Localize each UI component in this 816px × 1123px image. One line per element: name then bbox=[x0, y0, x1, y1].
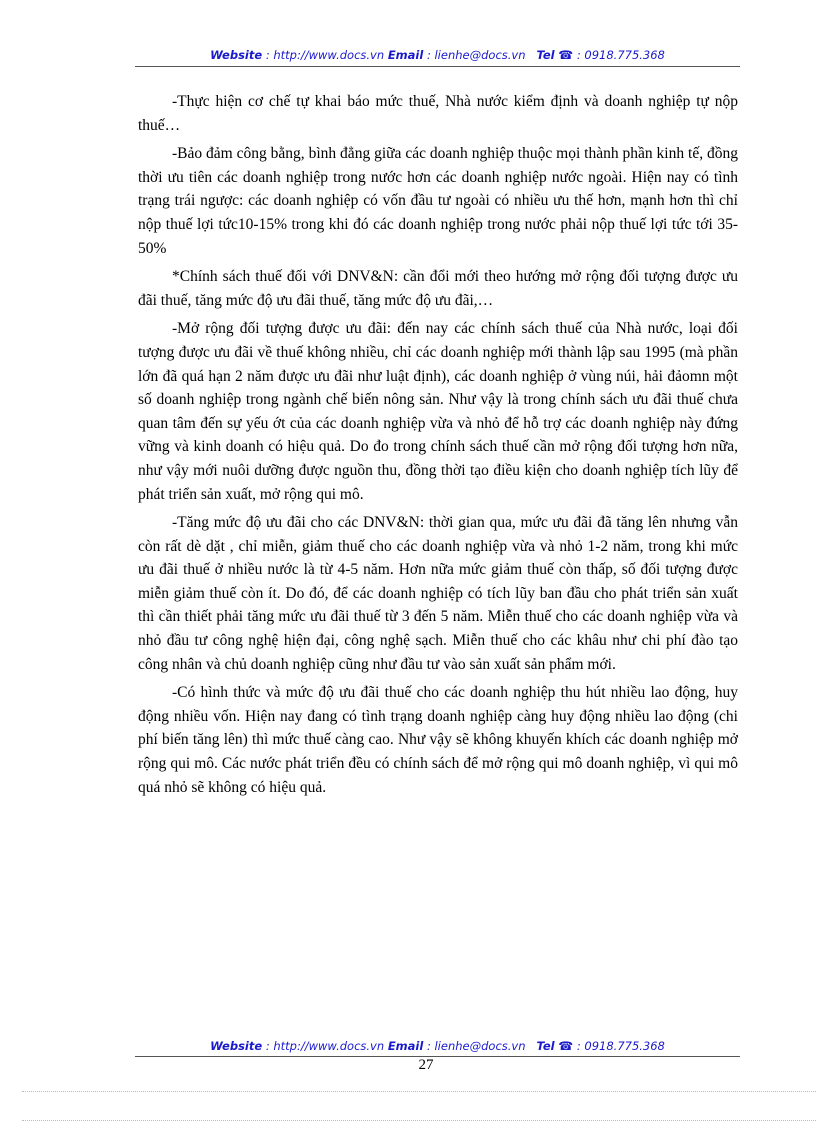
telephone-icon: ☎ bbox=[558, 48, 574, 62]
tel-number: 0918.775.368 bbox=[584, 1039, 665, 1053]
email-label: Email bbox=[387, 1039, 424, 1053]
page-number: 27 bbox=[418, 1057, 434, 1073]
page-edge-divider bbox=[22, 1091, 816, 1092]
paragraph: -Bảo đảm công bằng, bình đẳng giữa các doanh nghiệp thuộc mọi thành phần kinh tế, đồng thời ưu tiên các doanh nghiệp trong nước hơn các doanh nghiệp nước ngoài. Hiện nay có tình trạng trái ngược: các doanh nghiệp có vốn đầu tư ngoài có nhiều ưu thế hơn, mạnh hơn thì chỉ nộp thuế lợi tức10-15% trong khi đó các doanh nghiệp trong nước phải nộp thuế lợi tức tới 35-50% bbox=[138, 145, 738, 257]
header-contact-bar: Website : http://www.docs.vn Email : lienhe@docs.vn Tel ☎ : 0918.775.368 bbox=[210, 48, 665, 62]
website-label: Website bbox=[210, 1039, 263, 1053]
website-label: Website bbox=[210, 48, 263, 62]
paragraph: -Có hình thức và mức độ ưu đãi thuế cho các doanh nghiệp thu hút nhiều lao động, huy động nhiều vốn. Hiện nay đang có tình trạng doanh nghiệp càng huy động nhiều lao động (chi phí biến tăng lên) thì mức thuế càng cao. Như vậy sẽ không khuyến khích các doanh nghiệp mở rộng qui mô. Các nước phát triển đều có chính sách để mở rộng qui mô doanh nghiệp, vì qui mô quá nhỏ sẽ không có hiệu quả. bbox=[138, 684, 738, 796]
paragraph: -Tăng mức độ ưu đãi cho các DNV&N: thời gian qua, mức ưu đãi đã tăng lên nhưng vẫn còn rất dè dặt , chỉ miễn, giảm thuế cho các doanh nghiệp vừa và nhỏ 1-2 năm, trong khi mức ưu đãi thuế ở nhiều nước là từ 4-5 năm. Hơn nữa mức giảm thuế còn thấp, số đối tượng được miễn giảm thuế còn ít. Do đó, để các doanh nghiệp có tích lũy ban đầu cho phát triển sản xuất thì cần thiết phải tăng mức ưu đãi thuế từ 3 đến 5 năm. Miễn thuế cho các doanh nghiệp vừa và nhỏ đầu tư công nghệ hiện đại, công nghệ sạch. Miễn thuế cho các khâu như chi phí đào tạo công nhân và chủ doanh nghiệp cũng như đầu tư vào sản xuất sản phẩm mới. bbox=[138, 514, 738, 673]
tel-label: Tel bbox=[536, 1039, 555, 1053]
website-link[interactable]: http://www.docs.vn bbox=[273, 1039, 385, 1053]
email-label: Email bbox=[387, 48, 424, 62]
header-divider bbox=[135, 66, 740, 67]
paragraph: -Mở rộng đối tượng được ưu đãi: đến nay các chính sách thuế của Nhà nước, loại đối tượng được ưu đãi về thuế không nhiều, chỉ các doanh nghiệp mới thành lập sau 1995 (mà phần lớn đã quá hạn 2 năm được ưu đãi như luật định), các doanh nghiệp ở vùng núi, hải đảomn một số doanh nghiệp trong ngành chế biến nông sản. Như vậy là trong chính sách ưu đãi thuế chưa quan tâm đến sự yếu ớt của các doanh nghiệp vừa và nhỏ để hỗ trợ các doanh nghiệp này đứng vững và kinh doanh có hiệu quả. Do đo trong chính sách thuế cần mở rộng đối tượng hơn nữa, như vậy mới nuôi dưỡng được nguồn thu, đồng thời tạo điều kiện cho doanh nghiệp tích lũy để phát triển sản xuất, mở rộng qui mô. bbox=[138, 320, 738, 503]
paragraph: *Chính sách thuế đối với DNV&N: cần đổi mới theo hướng mở rộng đối tượng được ưu đãi thuế, tăng mức độ ưu đãi thuế, tăng mức độ ưu đãi,… bbox=[138, 268, 738, 309]
email-link[interactable]: lienhe@docs.vn bbox=[434, 1039, 526, 1053]
document-body bbox=[138, 90, 738, 804]
footer-contact-bar: Website : http://www.docs.vn Email : lienhe@docs.vn Tel ☎ : 0918.775.368 bbox=[210, 1039, 665, 1053]
email-link[interactable]: lienhe@docs.vn bbox=[434, 48, 526, 62]
website-link[interactable]: http://www.docs.vn bbox=[273, 48, 385, 62]
page-edge-divider bbox=[22, 1120, 816, 1121]
telephone-icon: ☎ bbox=[558, 1039, 574, 1053]
paragraph: -Thực hiện cơ chế tự khai báo mức thuế, Nhà nước kiểm định và doanh nghiệp tự nộp thuế… bbox=[138, 93, 738, 134]
tel-label: Tel bbox=[536, 48, 555, 62]
tel-number: 0918.775.368 bbox=[584, 48, 665, 62]
